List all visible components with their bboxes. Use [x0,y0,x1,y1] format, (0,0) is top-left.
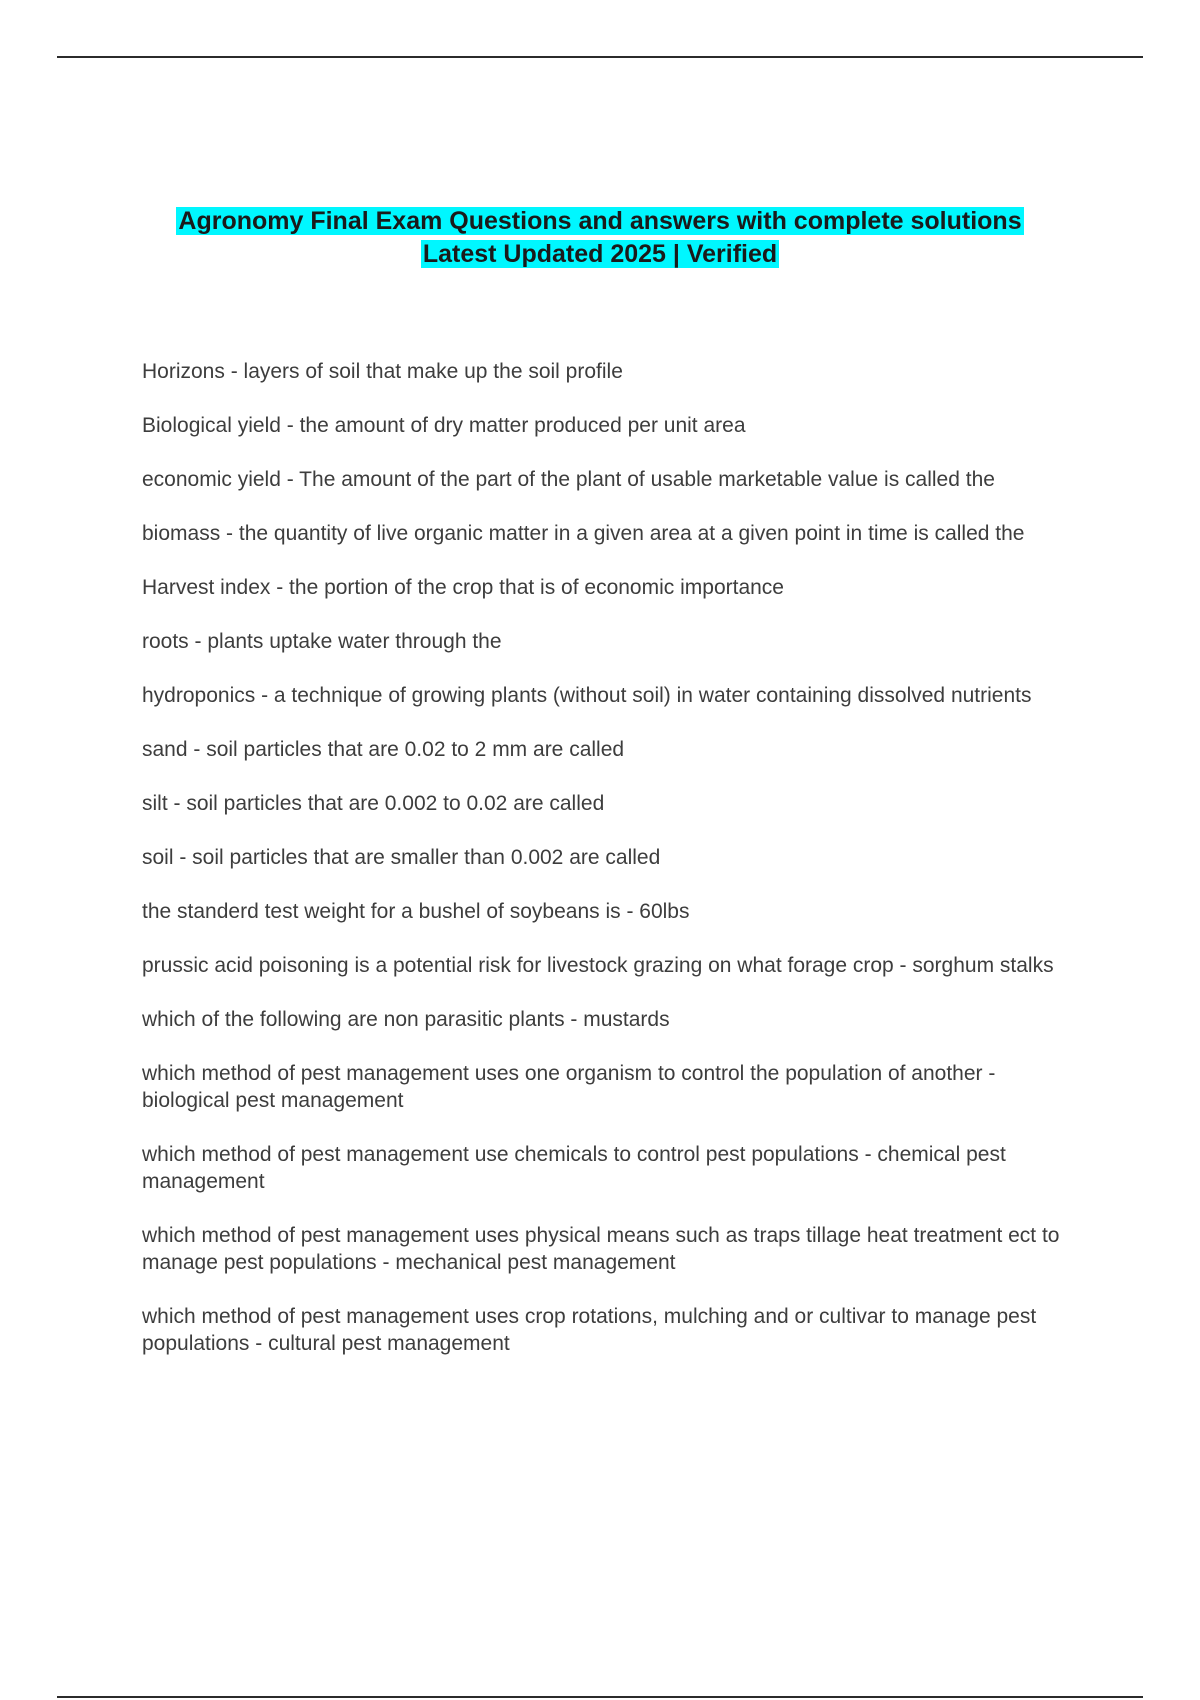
qa-entry: Harvest index - the portion of the crop that is of economic importance [142,576,784,599]
footer-rule [57,1696,1143,1698]
qa-entry: which method of pest management uses physical means such as traps tillage heat treatment ect to manage pest populations - mechanical pest management [142,1224,1060,1274]
title-line-2: Latest Updated 2025 | Verified [422,240,778,268]
qa-list [142,358,1072,1384]
qa-entry: biomass - the quantity of live organic matter in a given area at a given point in time is called the [142,522,1025,545]
qa-entry: which of the following are non parasitic plants - mustards [142,1008,670,1031]
qa-entry: which method of pest management use chemicals to control pest populations - chemical pest management [142,1143,1006,1193]
header-rule [57,56,1143,58]
title-line-1: Agronomy Final Exam Questions and answers with complete solutions [178,207,1022,235]
qa-entry: the standerd test weight for a bushel of soybeans is - 60lbs [142,900,690,923]
qa-entry: soil - soil particles that are smaller than 0.002 are called [142,846,661,869]
qa-entry: sand - soil particles that are 0.02 to 2 mm are called [142,738,625,761]
qa-entry: silt - soil particles that are 0.002 to 0.02 are called [142,792,605,815]
qa-entry: which method of pest management uses crop rotations, mulching and or cultivar to manage pest populations - cultural pest management [142,1305,1037,1355]
qa-entry: Biological yield - the amount of dry matter produced per unit area [142,414,746,437]
qa-entry: roots - plants uptake water through the [142,630,502,653]
qa-entry: which method of pest management uses one organism to control the population of another - biological pest management [142,1062,996,1112]
qa-entry: prussic acid poisoning is a potential risk for livestock grazing on what forage crop - sorghum stalks [142,954,1054,977]
qa-entry: Horizons - layers of soil that make up the soil profile [142,360,623,383]
document-title [100,205,1100,271]
qa-entry: economic yield - The amount of the part of the plant of usable marketable value is called the [142,468,995,491]
qa-entry: hydroponics - a technique of growing plants (without soil) in water containing dissolved nutrients [142,684,1032,707]
